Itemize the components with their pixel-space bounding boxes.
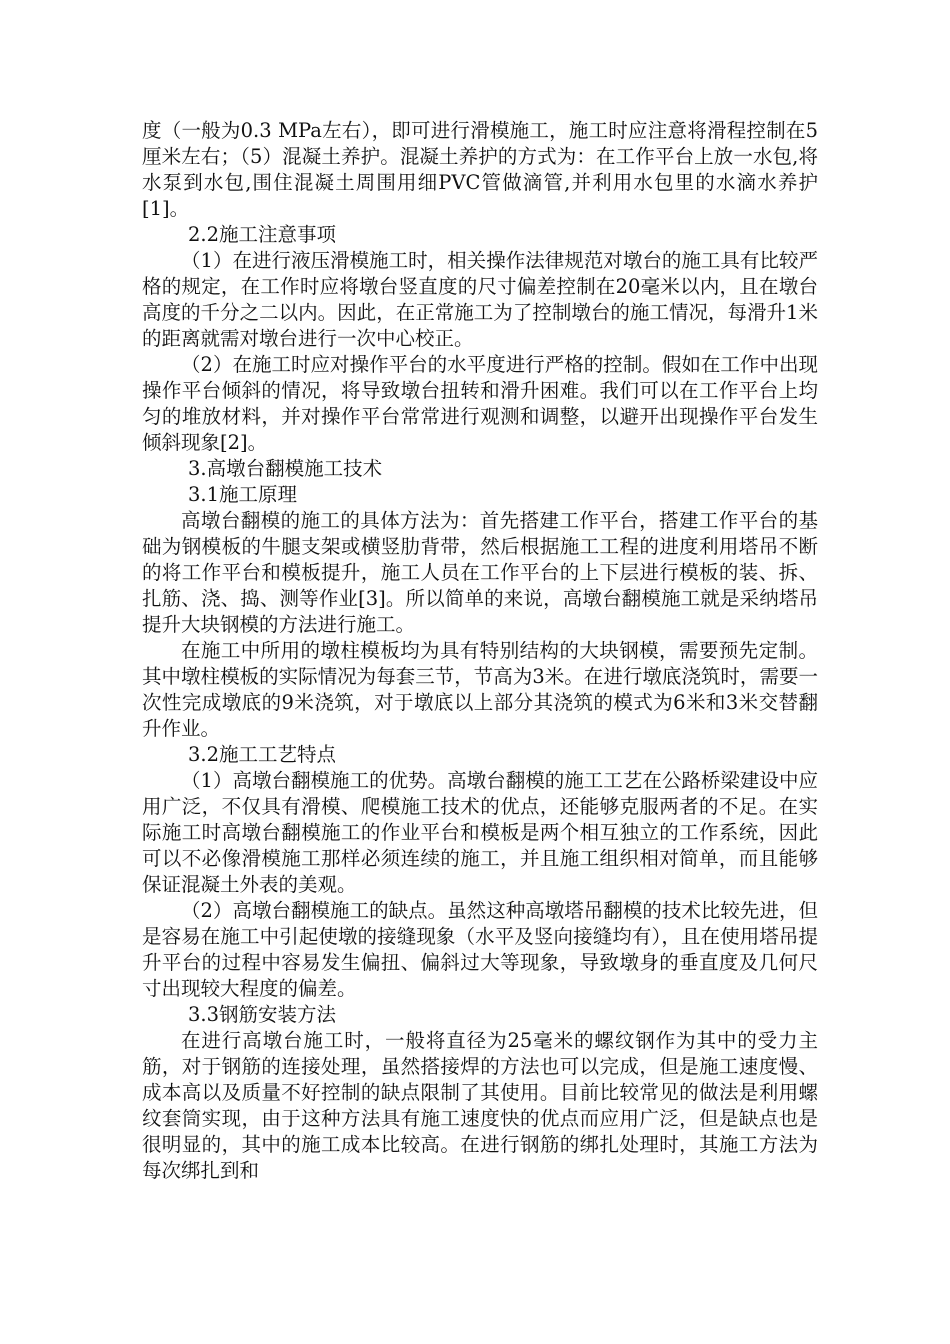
- section-heading-3: 3.高墩台翻模施工技术: [188, 457, 383, 480]
- paragraph-advantages: （1）高墩台翻模施工的优势。高墩台翻模的施工工艺在公路桥梁建设中应用广泛，不仅具有滑模、爬模施工技术的优点，还能够克服两者的不足。在实际施工时高墩台翻模施工的作业平台和模板是两个相互独立的工作系统，因此可以不必像滑模施工那样必须连续的施工，并且施工组织相对简单，而且能够保证混凝土外表的美观。: [142, 769, 818, 896]
- section-heading-2-2: 2.2施工注意事项: [188, 223, 337, 246]
- document-body: [142, 118, 818, 1184]
- paragraph-platform-level: （2）在施工时应对操作平台的水平度进行严格的控制。假如在工作中出现操作平台倾斜的情况，将导致墩台扭转和滑升困难。我们可以在工作平台上均匀的堆放材料，并对操作平台常常进行观测和调整，以避开出现操作平台发生倾斜现象[2]。: [142, 353, 818, 454]
- paragraph-rebar-installation: 在进行高墩台施工时，一般将直径为25毫米的螺纹钢作为其中的受力主筋，对于钢筋的连接处理，虽然搭接焊的方法也可以完成，但是施工速度慢、成本高以及质量不好控制的缺点限制了其使用。目前比较常见的做法是利用螺纹套筒实现，由于这种方法具有施工速度快的优点而应用广泛，但是缺点也是很明显的，其中的施工成本比较高。在进行钢筋的绑扎处理时，其施工方法为每次绑扎到和: [142, 1029, 818, 1182]
- section-heading-3-1: 3.1施工原理: [188, 483, 298, 506]
- section-heading-3-2: 3.2施工工艺特点: [188, 743, 337, 766]
- section-heading-3-3: 3.3钢筋安装方法: [188, 1003, 337, 1026]
- paragraph-turnover-principle: 高墩台翻模的施工的具体方法为：首先搭建工作平台，搭建工作平台的基础为钢模板的牛腿支架或横竖肋背带，然后根据施工工程的进度利用塔吊不断的将工作平台和模板提升，施工人员在工作平台的上下层进行模板的装、拆、扎筋、浇、捣、测等作业[3]。所以简单的来说，高墩台翻模施工就是采纳塔吊提升大块钢模的方法进行施工。: [142, 509, 818, 636]
- paragraph-disadvantages: （2）高墩台翻模施工的缺点。虽然这种高墩塔吊翻模的技术比较先进，但是容易在施工中引起使墩的接缝现象（水平及竖向接缝均有），且在使用塔吊提升平台的过程中容易发生偏扭、偏斜过大等现象，导致墩身的垂直度及几何尺寸出现较大程度的偏差。: [142, 899, 818, 1000]
- paragraph-formwork-steel: 在施工中所用的墩柱模板均为具有特别结构的大块钢模，需要预先定制。其中墩柱模板的实际情况为每套三节，节高为3米。在进行墩底浇筑时，需要一次性完成墩底的9米浇筑，对于墩底以上部分其浇筑的模式为6米和3米交替翻升作业。: [142, 639, 818, 740]
- paragraph-verticality-control: （1）在进行液压滑模施工时，相关操作法律规范对墩台的施工具有比较严格的规定，在工作时应将墩台竖直度的尺寸偏差控制在20毫米以内，且在墩台高度的千分之二以内。因此，在正常施工为了控制墩台的施工情况，每滑升1米的距离就需对墩台进行一次中心校正。: [142, 249, 818, 350]
- paragraph-slipform-curing: 度（一般为0.3 MPa左右），即可进行滑模施工，施工时应注意将滑程控制在5厘米左右；（5）混凝土养护。混凝土养护的方式为：在工作平台上放一水包,将水泵到水包,围住混凝土周围用细PVC管做滴管,并利用水包里的水滴水养护[1]。: [142, 119, 818, 220]
